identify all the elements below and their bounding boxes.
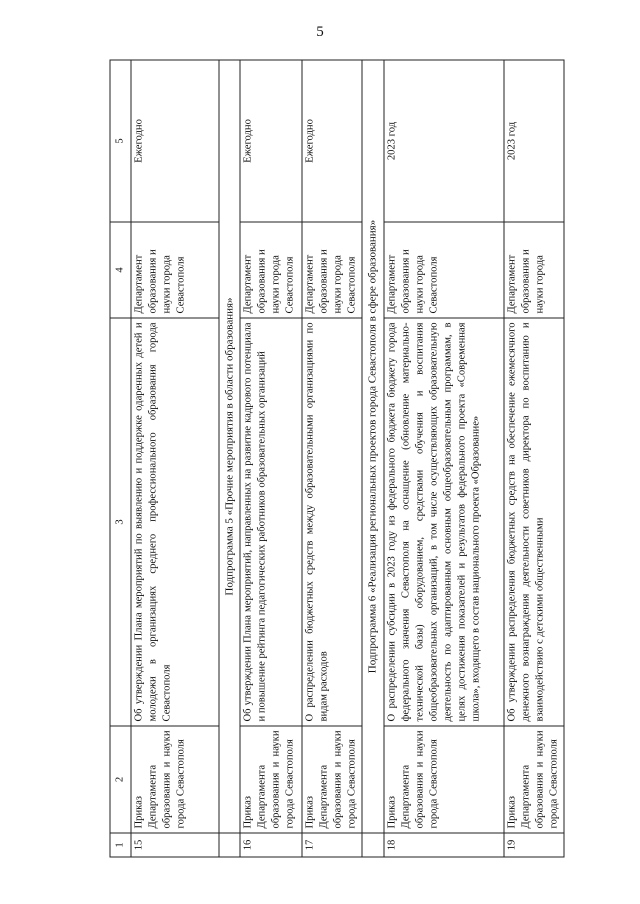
term: Ежегодно [302, 60, 362, 222]
row-number: 16 [240, 833, 302, 857]
section-title: Подпрограмма 6 «Реализация региональных проектов города Севастополя в сфере образования» [362, 60, 384, 833]
executor: Департамент образования и науки города Севастополя [131, 222, 219, 318]
executor: Департамент образования и науки города Севастополя [384, 222, 504, 318]
row-number: 15 [131, 833, 219, 857]
header-row [110, 60, 131, 857]
document-title: Об утверждении Плана мероприятий по выявлению и поддержке одаренных детей и молодежи в организациях среднего профессионального образования города Севастополя [131, 318, 219, 726]
document-type: Приказ Департамента образования и науки города Севастополя [240, 726, 302, 833]
executor: Департамент образования и науки города Севастополя [302, 222, 362, 318]
row-number: 19 [504, 833, 564, 857]
document-type: Приказ Департамента образования и науки города Севастополя [302, 726, 362, 833]
document-title: Об утверждении распределения бюджетных средств на обеспечение ежемесячного денежного вознаграждения деятельности советников директора по воспитанию и взаимодействию с детскими общественными [504, 318, 564, 726]
header-cell: 3 [110, 318, 131, 726]
row-number: 17 [302, 833, 362, 857]
table-row [240, 60, 302, 857]
section-row [362, 60, 384, 857]
executor: Департамент образования и науки города Севастополя [240, 222, 302, 318]
document-title: Об утверждении Плана мероприятий, направленных на развитие кадрового потенциала и повышение рейтинга педагогических работников образовательных организаций [240, 318, 302, 726]
term: Ежегодно [240, 60, 302, 222]
document-type: Приказ Департамента образования и науки города Севастополя [504, 726, 564, 833]
document-type: Приказ Департамента образования и науки города Севастополя [384, 726, 504, 833]
header-cell: 5 [110, 60, 131, 222]
table-row [384, 60, 504, 857]
table-row [302, 60, 362, 857]
header-cell: 1 [110, 833, 131, 857]
rotated-table-area [110, 61, 576, 858]
section-title: Подпрограмма 5 «Прочие мероприятия в области образования» [219, 60, 241, 833]
section-row [219, 60, 241, 857]
measures-table [110, 60, 565, 858]
term: 2023 год [384, 60, 504, 222]
document-type: Приказ Департамента образования и науки города Севастополя [131, 726, 219, 833]
document-title: О распределении субсидии в 2023 году из федерального бюджета бюджету города федерального значения Севастополя на оснащение (обновление материально-технической базы) оборудованием, средствами обучения и воспитания общеобразовательных организаций, в том числе осуществляющих образовательную деятельность по адаптированным основным общеобразовательным программам, в целях достижения показателей и результатов федерального проекта «Современная школа», входящего в состав национального проекта «Образование» [384, 318, 504, 726]
document-title: О распределении бюджетных средств между образовательными организациями по видам расходов [302, 318, 362, 726]
header-cell: 2 [110, 726, 131, 833]
row-number: 18 [384, 833, 504, 857]
executor: Департамент образования и науки города [504, 222, 564, 318]
term: Ежегодно [131, 60, 219, 222]
page-number: 5 [316, 24, 324, 40]
term: 2023 год [504, 60, 564, 222]
table-row [504, 60, 564, 857]
header-cell: 4 [110, 222, 131, 318]
table-row [131, 60, 219, 857]
